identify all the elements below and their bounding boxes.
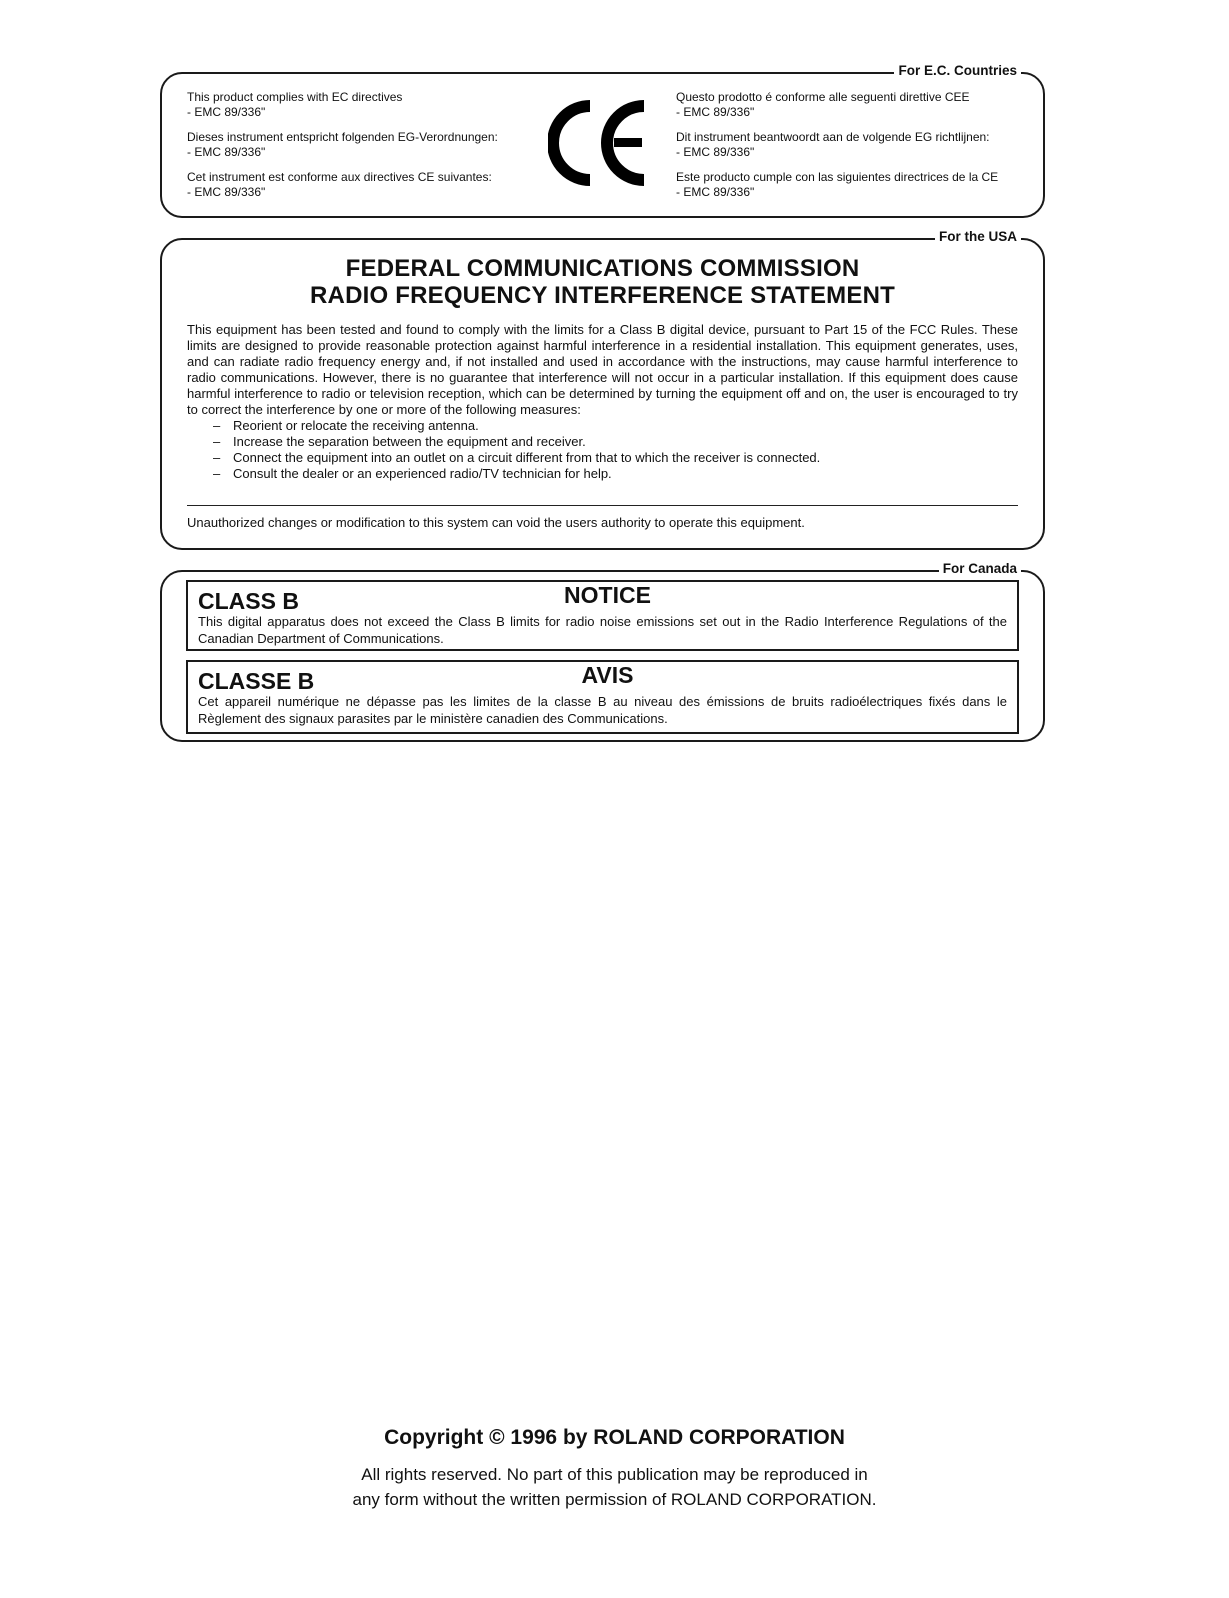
ec-statement-fr [187, 170, 527, 200]
ec-statement-text: Questo prodotto é conforme alle seguenti direttive CEE [676, 90, 970, 104]
list-item: – Reorient or relocate the receiving antenna. [213, 418, 1018, 434]
ec-directive: - EMC 89/336" [676, 185, 755, 199]
ec-directive: - EMC 89/336" [187, 105, 266, 119]
canada-region-tag: For Canada [939, 559, 1021, 579]
fcc-measures-list [187, 418, 1018, 482]
ec-statement-text: Dit instrument beantwoordt aan de volgende EG richtlijnen: [676, 130, 990, 144]
ec-region-tag: For E.C. Countries [894, 61, 1021, 81]
ec-statement-de [187, 130, 527, 160]
fcc-subtitle: RADIO FREQUENCY INTERFERENCE STATEMENT [310, 282, 895, 309]
ec-right-column [676, 90, 1016, 210]
divider [187, 505, 1018, 506]
fcc-statement-text: This equipment has been tested and found to comply with the limits for a Class B digital device, pursuant to Part 15 of the FCC Rules. These limits are designed to provide reasonable protection against harmful interference in a residential installation. This equipment generates, uses, and can radiate radio frequency energy and, if not installed and used in accordance with the instructions, may cause harmful interference to radio communications. However, there is no guarantee that interference will not occur in a particular installation. If this equipment does cause harmful interference to radio or television reception, which can be determined by turning the equipment off and on, the user is encouraged to try to correct the interference by one or more of the following measures: [187, 322, 1018, 417]
usa-region-tag: For the USA [935, 227, 1021, 247]
ec-compliance-section [160, 63, 1045, 218]
list-item: – Consult the dealer or an experienced radio/TV technician for help. [213, 466, 1018, 482]
ec-statement-it [676, 90, 1016, 120]
class-label: CLASSE B [198, 668, 315, 694]
ec-statement-nl [676, 130, 1016, 160]
ec-directive: - EMC 89/336" [676, 145, 755, 159]
ec-left-column [187, 90, 527, 210]
class-label: CLASS B [198, 588, 299, 614]
ec-statement-text: This product complies with EC directives [187, 90, 403, 104]
ce-mark-icon [548, 100, 648, 186]
copyright-title: Copyright © 1996 by ROLAND CORPORATION [384, 1426, 845, 1449]
fcc-statement [187, 322, 1018, 482]
notice-heading: NOTICE [564, 582, 651, 608]
copyright-line: any form without the written permission of ROLAND CORPORATION. [352, 1490, 877, 1509]
copyright-line: All rights reserved. No part of this publication may be reproduced in [361, 1465, 868, 1484]
copyright-notice [0, 1462, 1229, 1512]
canada-notice-english [186, 580, 1019, 651]
usa-fcc-section [160, 229, 1045, 550]
ec-directive: - EMC 89/336" [187, 185, 266, 199]
list-item: – Increase the separation between the equipment and receiver. [213, 434, 1018, 450]
canada-section [160, 561, 1045, 742]
list-item: – Connect the equipment into an outlet on a circuit different from that to which the receiver is connected. [213, 450, 1018, 466]
ec-statement-text: Cet instrument est conforme aux directives CE suivantes: [187, 170, 492, 184]
ec-statement-text: Dieses instrument entspricht folgenden EG-Verordnungen: [187, 130, 498, 144]
ec-statement-es [676, 170, 1016, 200]
fcc-warning: Unauthorized changes or modification to this system can void the users authority to operate this equipment. [187, 515, 805, 530]
ec-directive: - EMC 89/336" [187, 145, 266, 159]
ec-directive: - EMC 89/336" [676, 105, 755, 119]
ec-statement-en [187, 90, 527, 120]
fcc-title: FEDERAL COMMUNICATIONS COMMISSION [345, 255, 860, 282]
notice-text: Cet appareil numérique ne dépasse pas les limites de la classe B au niveau des émissions de bruits radioélectriques fixés dans le Règlement des signaux parasites par le ministère canadien des Communications. [198, 694, 1007, 726]
notice-heading: AVIS [581, 662, 634, 688]
notice-text: This digital apparatus does not exceed the Class B limits for radio noise emissions set out in the Radio Interference Regulations of the Canadian Department of Communications. [198, 614, 1007, 646]
canada-notice-french [186, 660, 1019, 734]
ec-statement-text: Este producto cumple con las siguientes directrices de la CE [676, 170, 999, 184]
